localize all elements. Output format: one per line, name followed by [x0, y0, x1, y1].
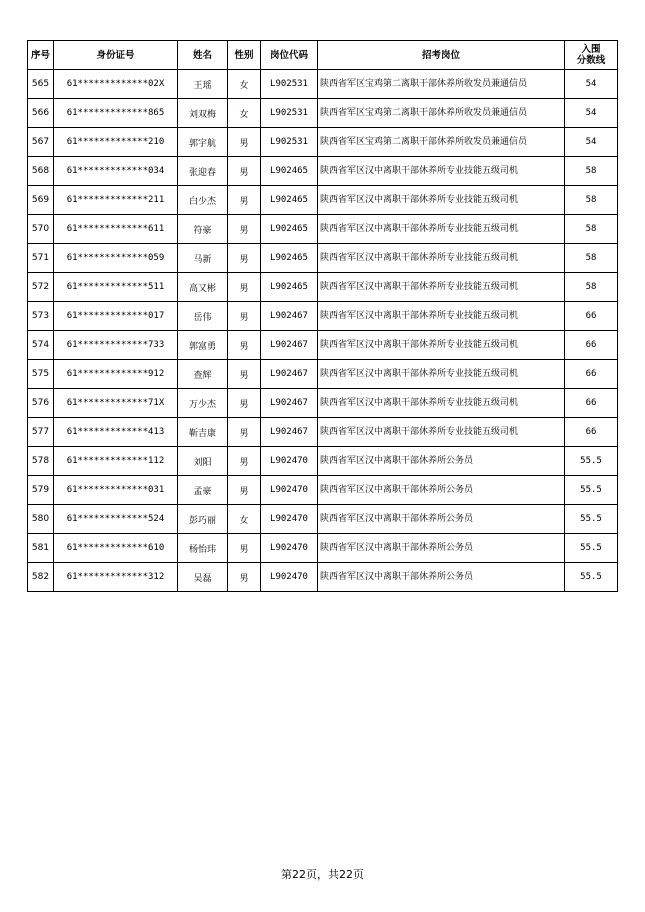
table-header: [28, 41, 618, 70]
cell-position-code: L902531: [261, 70, 318, 99]
cell-position: 陕西省军区汉中离职干部休养所公务员: [318, 476, 565, 505]
table-row: [28, 302, 618, 331]
cell-position-code: L902465: [261, 186, 318, 215]
cell-name: 符豪: [178, 215, 228, 244]
cell-gender: 男: [228, 331, 261, 360]
cell-id-number: 61*************610: [54, 534, 178, 563]
cell-position-code: L902465: [261, 273, 318, 302]
cell-score-line: 66: [565, 389, 618, 418]
cell-gender: 男: [228, 244, 261, 273]
cell-seq: 571: [28, 244, 54, 273]
cell-id-number: 61*************02X: [54, 70, 178, 99]
cell-score-line: 54: [565, 99, 618, 128]
cell-gender: 男: [228, 273, 261, 302]
cell-score-line: 55.5: [565, 534, 618, 563]
cell-seq: 565: [28, 70, 54, 99]
table-row: [28, 99, 618, 128]
cell-name: 马新: [178, 244, 228, 273]
cell-score-line: 66: [565, 360, 618, 389]
cell-position-code: L902467: [261, 302, 318, 331]
cell-position: 陕西省军区汉中离职干部休养所公务员: [318, 534, 565, 563]
header-position-code: 岗位代码: [261, 41, 318, 70]
cell-position: 陕西省军区汉中离职干部休养所专业技能五级司机: [318, 244, 565, 273]
cell-score-line: 58: [565, 215, 618, 244]
cell-position: 陕西省军区汉中离职干部休养所专业技能五级司机: [318, 331, 565, 360]
table-row: [28, 360, 618, 389]
table-row: [28, 447, 618, 476]
cell-score-line: 66: [565, 331, 618, 360]
cell-score-line: 55.5: [565, 476, 618, 505]
cell-seq: 580: [28, 505, 54, 534]
cell-score-line: 58: [565, 273, 618, 302]
cell-position-code: L902470: [261, 476, 318, 505]
cell-name: 岳伟: [178, 302, 228, 331]
cell-position: 陕西省军区宝鸡第二离职干部休养所收发员兼通信员: [318, 99, 565, 128]
table-row: [28, 418, 618, 447]
cell-position-code: L902531: [261, 99, 318, 128]
cell-position: 陕西省军区汉中离职干部休养所公务员: [318, 563, 565, 592]
cell-name: 吴磊: [178, 563, 228, 592]
table-row: [28, 244, 618, 273]
header-name: 姓名: [178, 41, 228, 70]
cell-id-number: 61*************413: [54, 418, 178, 447]
header-id-number: 身份证号: [54, 41, 178, 70]
cell-id-number: 61*************210: [54, 128, 178, 157]
cell-score-line: 55.5: [565, 447, 618, 476]
cell-seq: 578: [28, 447, 54, 476]
table-body: [28, 70, 618, 592]
cell-gender: 男: [228, 563, 261, 592]
cell-position-code: L902467: [261, 418, 318, 447]
cell-name: 白少杰: [178, 186, 228, 215]
cell-id-number: 61*************059: [54, 244, 178, 273]
cell-position: 陕西省军区汉中离职干部休养所公务员: [318, 505, 565, 534]
cell-position: 陕西省军区汉中离职干部休养所专业技能五级司机: [318, 389, 565, 418]
cell-name: 靳吉康: [178, 418, 228, 447]
cell-seq: 579: [28, 476, 54, 505]
table-row: [28, 70, 618, 99]
cell-name: 刘阳: [178, 447, 228, 476]
cell-position: 陕西省军区汉中离职干部休养所专业技能五级司机: [318, 215, 565, 244]
cell-gender: 男: [228, 128, 261, 157]
cell-name: 刘双梅: [178, 99, 228, 128]
cell-position-code: L902467: [261, 389, 318, 418]
cell-id-number: 61*************524: [54, 505, 178, 534]
cell-position: 陕西省军区汉中离职干部休养所公务员: [318, 447, 565, 476]
page-number: 第22页，共22页: [281, 868, 364, 881]
cell-id-number: 61*************865: [54, 99, 178, 128]
cell-score-line: 58: [565, 186, 618, 215]
cell-name: 杨怡玮: [178, 534, 228, 563]
cell-position-code: L902470: [261, 534, 318, 563]
table-row: [28, 215, 618, 244]
cell-name: 高又彬: [178, 273, 228, 302]
table-row: [28, 331, 618, 360]
cell-position: 陕西省军区汉中离职干部休养所专业技能五级司机: [318, 186, 565, 215]
table-row: [28, 128, 618, 157]
table-row: [28, 563, 618, 592]
header-score-line-1: 入围: [581, 44, 601, 55]
cell-seq: 568: [28, 157, 54, 186]
cell-score-line: 66: [565, 418, 618, 447]
cell-name: 万少杰: [178, 389, 228, 418]
cell-position: 陕西省军区汉中离职干部休养所专业技能五级司机: [318, 157, 565, 186]
header-gender: 性别: [228, 41, 261, 70]
cell-name: 张迎春: [178, 157, 228, 186]
cell-gender: 男: [228, 476, 261, 505]
cell-position-code: L902531: [261, 128, 318, 157]
cell-position-code: L902467: [261, 331, 318, 360]
cell-gender: 女: [228, 99, 261, 128]
cell-id-number: 61*************017: [54, 302, 178, 331]
cell-seq: 581: [28, 534, 54, 563]
cell-position-code: L902467: [261, 360, 318, 389]
cell-name: 王瑶: [178, 70, 228, 99]
cell-id-number: 61*************733: [54, 331, 178, 360]
cell-gender: 男: [228, 447, 261, 476]
cell-gender: 男: [228, 157, 261, 186]
header-score-line: [565, 41, 618, 70]
cell-gender: 男: [228, 360, 261, 389]
cell-gender: 男: [228, 302, 261, 331]
cell-id-number: 61*************912: [54, 360, 178, 389]
cell-seq: 575: [28, 360, 54, 389]
cell-position: 陕西省军区宝鸡第二离职干部休养所收发员兼通信员: [318, 70, 565, 99]
cell-position-code: L902465: [261, 244, 318, 273]
table-row: [28, 273, 618, 302]
cell-seq: 572: [28, 273, 54, 302]
cell-position: 陕西省军区汉中离职干部休养所专业技能五级司机: [318, 273, 565, 302]
cell-id-number: 61*************211: [54, 186, 178, 215]
cell-gender: 女: [228, 505, 261, 534]
header-score-line-2: 分数线: [576, 55, 606, 66]
cell-seq: 567: [28, 128, 54, 157]
cell-position-code: L902465: [261, 215, 318, 244]
cell-id-number: 61*************031: [54, 476, 178, 505]
cell-id-number: 61*************034: [54, 157, 178, 186]
table-row: [28, 505, 618, 534]
cell-seq: 569: [28, 186, 54, 215]
cell-score-line: 54: [565, 70, 618, 99]
cell-seq: 576: [28, 389, 54, 418]
cell-score-line: 58: [565, 244, 618, 273]
table-row: [28, 389, 618, 418]
cell-id-number: 61*************71X: [54, 389, 178, 418]
cell-seq: 577: [28, 418, 54, 447]
cell-position-code: L902470: [261, 505, 318, 534]
header-seq: 序号: [28, 41, 54, 70]
cell-position-code: L902465: [261, 157, 318, 186]
cell-id-number: 61*************312: [54, 563, 178, 592]
header-position: 招考岗位: [318, 41, 565, 70]
cell-gender: 男: [228, 389, 261, 418]
cell-name: 郭富勇: [178, 331, 228, 360]
cell-name: 查辉: [178, 360, 228, 389]
cell-id-number: 61*************511: [54, 273, 178, 302]
cell-gender: 男: [228, 418, 261, 447]
table-row: [28, 157, 618, 186]
cell-score-line: 55.5: [565, 563, 618, 592]
cell-position: 陕西省军区汉中离职干部休养所专业技能五级司机: [318, 360, 565, 389]
cell-score-line: 55.5: [565, 505, 618, 534]
cell-gender: 男: [228, 186, 261, 215]
cell-gender: 男: [228, 534, 261, 563]
cell-score-line: 54: [565, 128, 618, 157]
cell-id-number: 61*************112: [54, 447, 178, 476]
cell-name: 郭宇航: [178, 128, 228, 157]
cell-score-line: 66: [565, 302, 618, 331]
cell-name: 孟豪: [178, 476, 228, 505]
cell-id-number: 61*************611: [54, 215, 178, 244]
cell-seq: 566: [28, 99, 54, 128]
cell-position: 陕西省军区汉中离职干部休养所专业技能五级司机: [318, 302, 565, 331]
table-row: [28, 534, 618, 563]
cell-seq: 570: [28, 215, 54, 244]
cell-position: 陕西省军区汉中离职干部休养所专业技能五级司机: [318, 418, 565, 447]
cell-score-line: 58: [565, 157, 618, 186]
cell-seq: 573: [28, 302, 54, 331]
cell-gender: 女: [228, 70, 261, 99]
cell-position: 陕西省军区宝鸡第二离职干部休养所收发员兼通信员: [318, 128, 565, 157]
cell-name: 彭巧丽: [178, 505, 228, 534]
candidate-table: [27, 40, 618, 592]
table-row: [28, 476, 618, 505]
cell-seq: 582: [28, 563, 54, 592]
cell-position-code: L902470: [261, 447, 318, 476]
document-sheet: [27, 40, 617, 592]
table-row: [28, 186, 618, 215]
cell-position-code: L902470: [261, 563, 318, 592]
header-row: [28, 41, 618, 70]
cell-seq: 574: [28, 331, 54, 360]
cell-gender: 男: [228, 215, 261, 244]
